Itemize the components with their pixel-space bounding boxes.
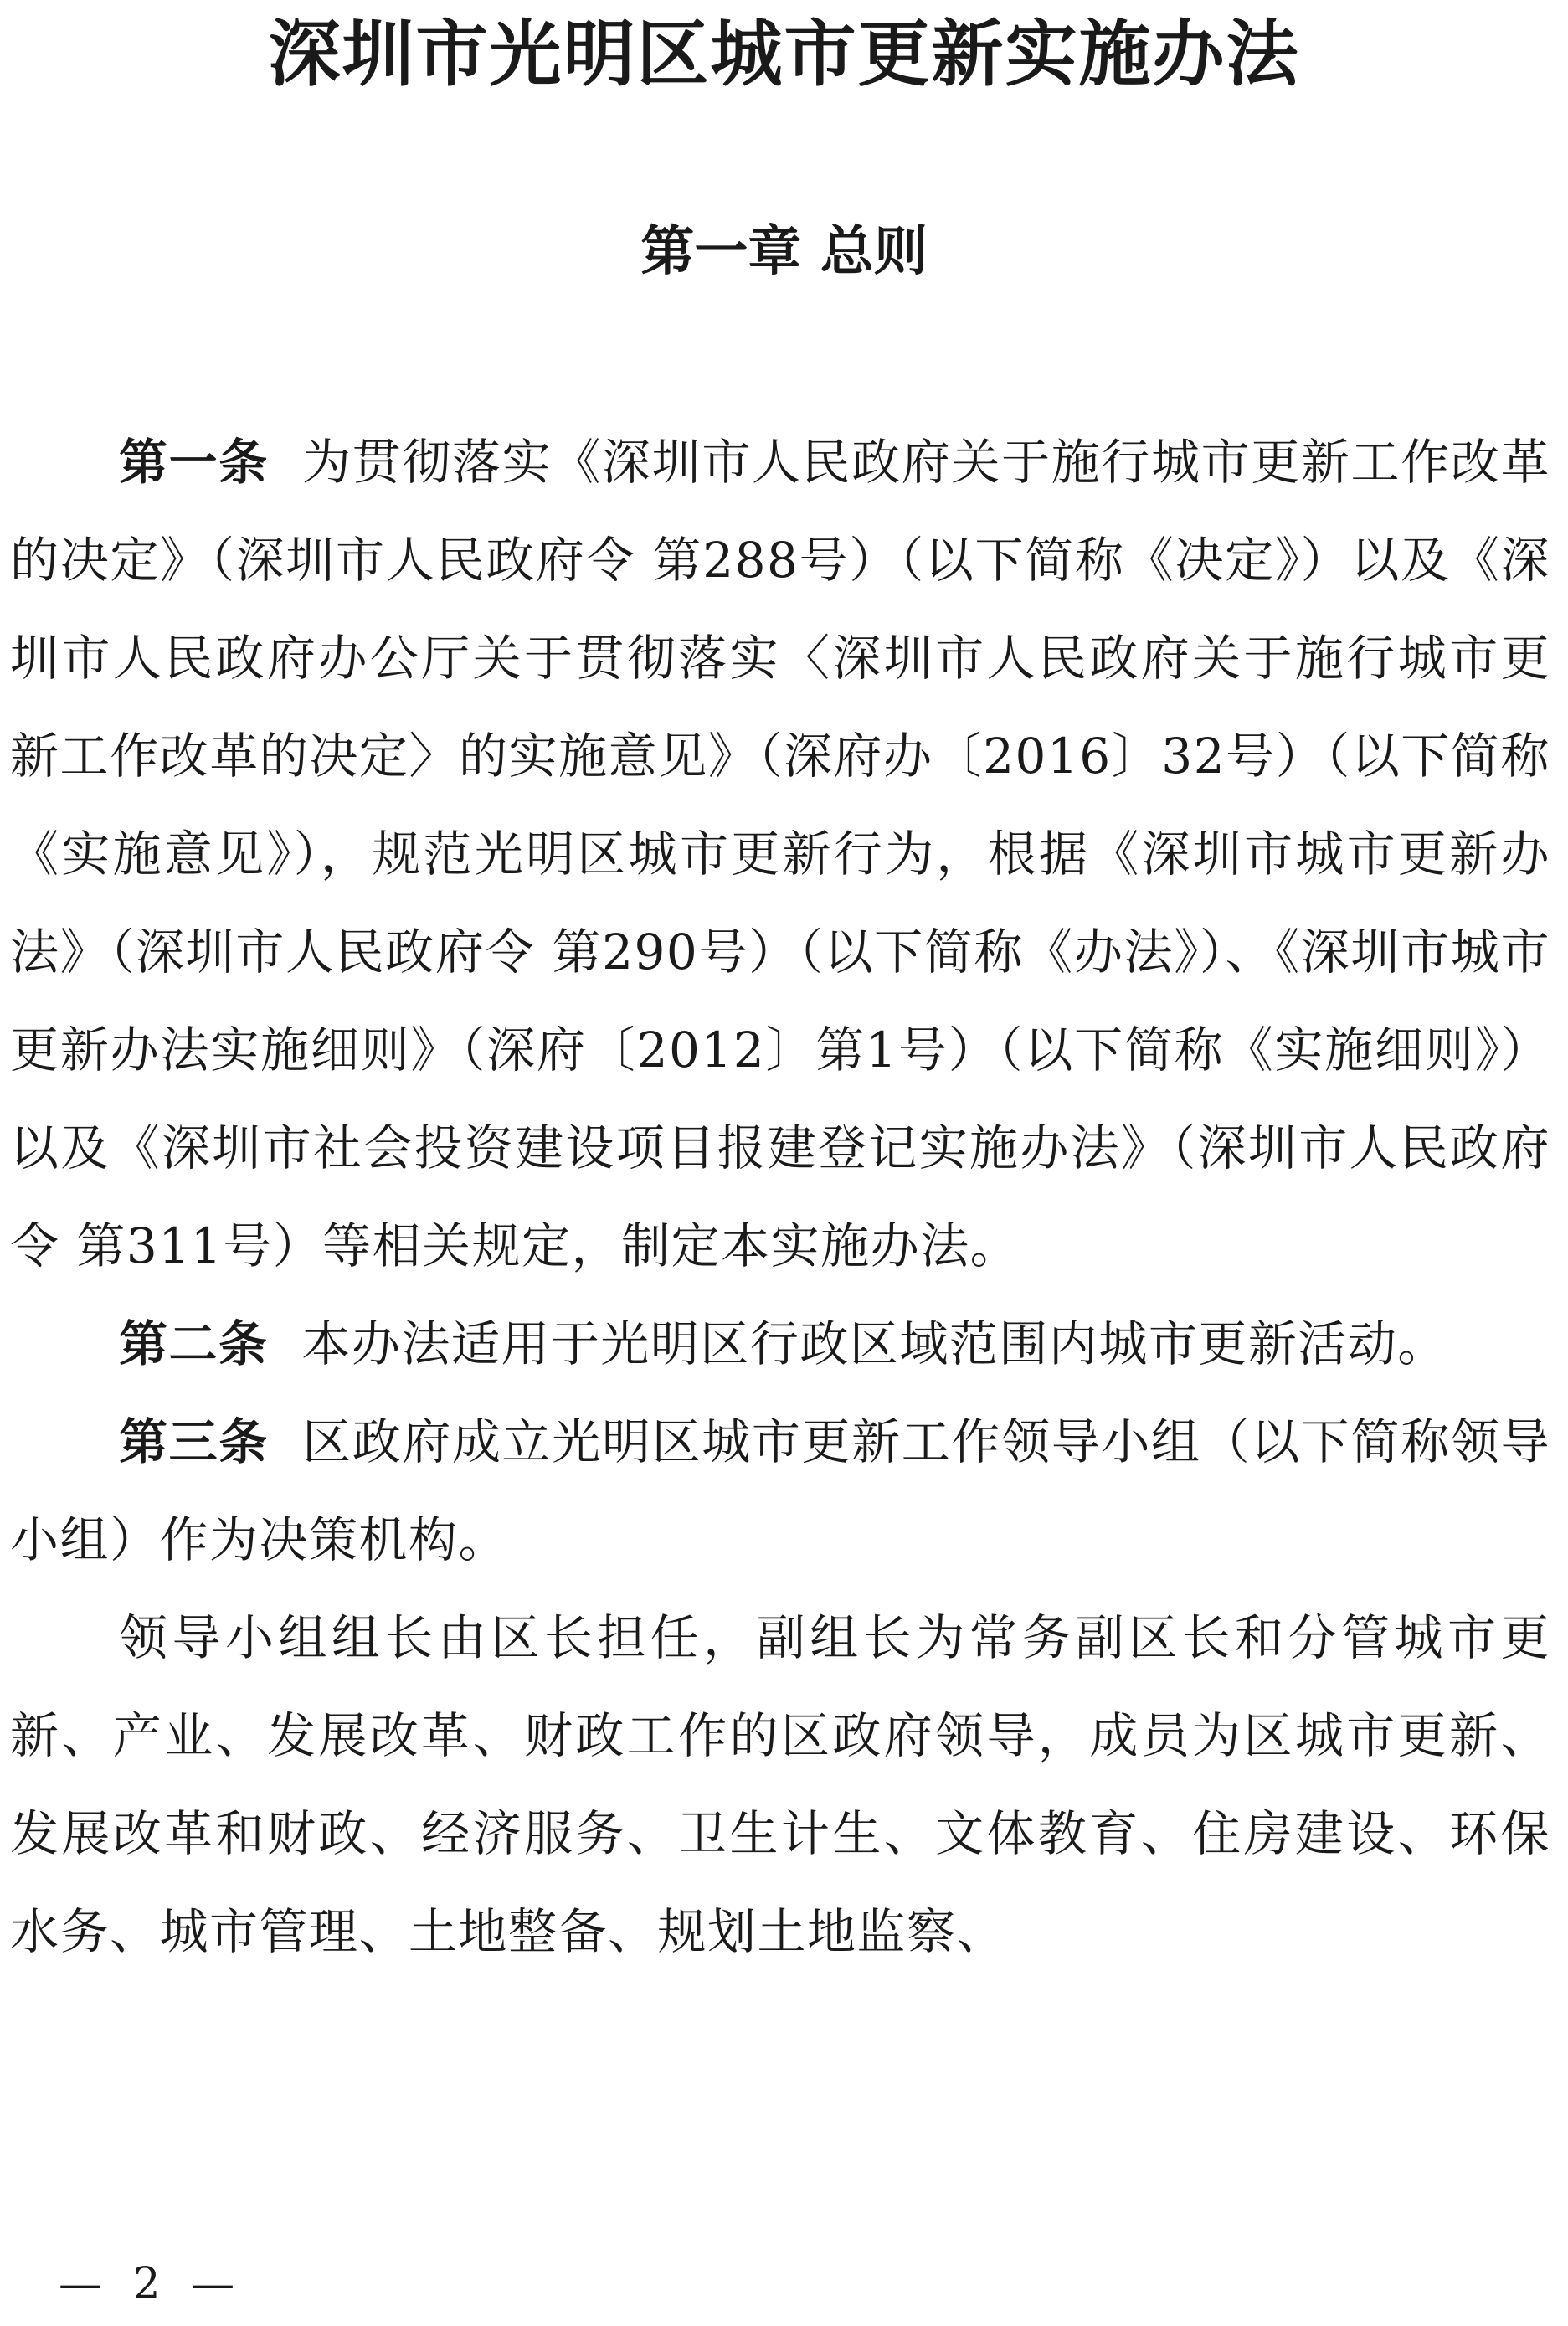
article-label: 第二条	[119, 1315, 269, 1372]
body-paragraph: 领导小组组长由区长担任，副组长为常务副区长和分管城市更新、产业、发展改革、财政工作的区政府领导，成员为区城市更新、发展改革和财政、经济服务、卫生计生、文体教育、住房建设、环保水务、城市管理、土地整备、规划土地监察、	[10, 1609, 1550, 1960]
article-label: 第一条	[119, 434, 269, 491]
document-body	[10, 414, 1550, 1981]
article-text: 本办法适用于光明区行政区域范围内城市更新活动。	[301, 1315, 1447, 1372]
article-3	[10, 1393, 1550, 1589]
article-text: 区政府成立光明区城市更新工作领导小组（以下简称领导小组）作为决策机构。	[10, 1413, 1550, 1568]
document-title: 深圳市光明区城市更新实施办法	[268, 12, 1300, 96]
article-2	[10, 1295, 1550, 1393]
chapter-heading: 第一章 总则	[640, 221, 928, 283]
article-label: 第三条	[119, 1413, 269, 1470]
article-1	[10, 414, 1550, 1295]
page-number: — 2 —	[59, 2259, 244, 2309]
article-text: 为贯彻落实《深圳市人民政府关于施行城市更新工作改革的决定》（深圳市人民政府令 第288号）（以下简称《决定》）以及《深圳市人民政府办公厅关于贯彻落实〈深圳市人民政府关于施行城市更新工作改革的决定〉的实施意见》（深府办〔2016〕32号）（以下简称《实施意见》），规范光明区城市更新行为，根据《深圳市城市更新办法》（深圳市人民政府令 第290号）（以下简称《办法》）、《深圳市城市更新办法实施细则》（深府〔2012〕第1号）（以下简称《实施细则》）以及《深圳市社会投资建设项目报建登记实施办法》（深圳市人民政府令 第311号）等相关规定，制定本实施办法。	[10, 434, 1550, 1274]
